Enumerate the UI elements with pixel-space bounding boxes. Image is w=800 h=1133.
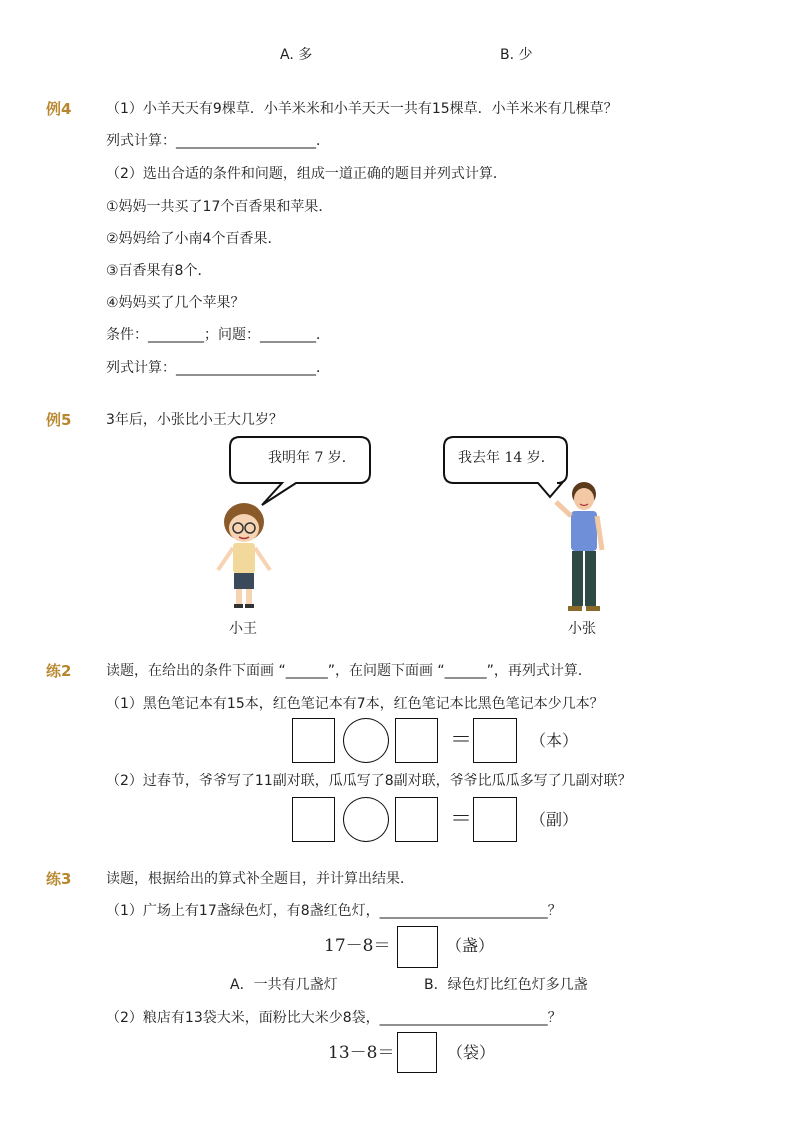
ex4-condition-1: ①妈妈一共买了17个百香果和苹果． (106, 199, 333, 215)
p3-option-a: A．一共有几盏灯 (230, 977, 338, 993)
example-4-label: 例4 (46, 100, 72, 118)
p3-instruction: 读题，根据给出的算式补全题目，并计算出结果． (106, 871, 414, 887)
name-xiaowang: 小王 (229, 621, 257, 637)
p2-instruction: 读题，在给出的条件下面画 “______”，在问题下面画 “______”，再列式计算． (106, 663, 592, 679)
p3-option-b: B．绿色灯比红色灯多几盏 (424, 977, 588, 993)
ex4-condition-3: ③百香果有8个． (106, 263, 212, 279)
practice-2-label: 练2 (46, 662, 72, 680)
ex4-question-1: （1）小羊天天有9棵草．小羊米米和小羊天天一共有15棵草．小羊米米有几棵草？ (106, 101, 618, 117)
operator-circle[interactable] (343, 718, 389, 763)
answer-box[interactable] (395, 797, 438, 842)
ex4-q1-calc: 列式计算：____________________． (106, 133, 330, 149)
p3-q1-expression: 17－8＝ (324, 936, 391, 956)
option-b: B. 少 (500, 47, 533, 63)
ex4-q2-calc: 列式计算：____________________． (106, 360, 330, 376)
p3-question-1: （1）广场上有17盏绿色灯，有8盏红色灯，________________________？ (106, 903, 562, 919)
p2-question-2: （2）过春节，爷爷写了11副对联，瓜瓜写了8副对联，爷爷比瓜瓜多写了几副对联？ (106, 773, 632, 789)
p3-question-2: （2）粮店有13袋大米，面粉比大米少8袋，________________________？ (106, 1010, 562, 1026)
example-5-label: 例5 (46, 411, 72, 429)
ex4-question-4: ④妈妈买了几个苹果？ (106, 295, 245, 311)
equals-sign: ＝ (450, 728, 473, 753)
ex4-condition-2: ②妈妈给了小南4个百香果． (106, 231, 282, 247)
bubble-left-text: 我明年 7 岁． (268, 450, 356, 466)
result-box[interactable] (397, 1032, 437, 1073)
result-box[interactable] (473, 718, 517, 763)
unit-zhan: （盏） (446, 936, 495, 955)
unit-ben: （本） (530, 731, 579, 750)
answer-box[interactable] (292, 718, 335, 763)
result-box[interactable] (397, 926, 438, 968)
answer-box[interactable] (292, 797, 335, 842)
answer-box[interactable] (395, 718, 438, 763)
practice-3-label: 练3 (46, 870, 72, 888)
speech-bubbles (0, 425, 800, 645)
unit-fu: （副） (530, 810, 579, 829)
operator-circle[interactable] (343, 797, 389, 842)
option-a: A. 多 (280, 47, 313, 63)
man-character-illustration (546, 480, 626, 620)
p2-question-1: （1）黑色笔记本有15本，红色笔记本有7本，红色笔记本比黑色笔记本少几本？ (106, 696, 604, 712)
ex4-question-2: （2）选出合适的条件和问题，组成一道正确的题目并列式计算． (106, 166, 507, 182)
equals-sign: ＝ (450, 807, 473, 832)
name-xiaozhang: 小张 (568, 621, 596, 637)
unit-dai: （袋） (447, 1043, 496, 1062)
ex4-condition-question-blank: 条件：________；问题：________． (106, 327, 330, 343)
ex5-question: 3年后，小张比小王大几岁？ (106, 412, 283, 428)
bubble-right-text: 我去年 14 岁． (458, 450, 555, 466)
boy-character-illustration (206, 500, 286, 620)
result-box[interactable] (473, 797, 517, 842)
p3-q2-expression: 13－8＝ (328, 1043, 395, 1063)
